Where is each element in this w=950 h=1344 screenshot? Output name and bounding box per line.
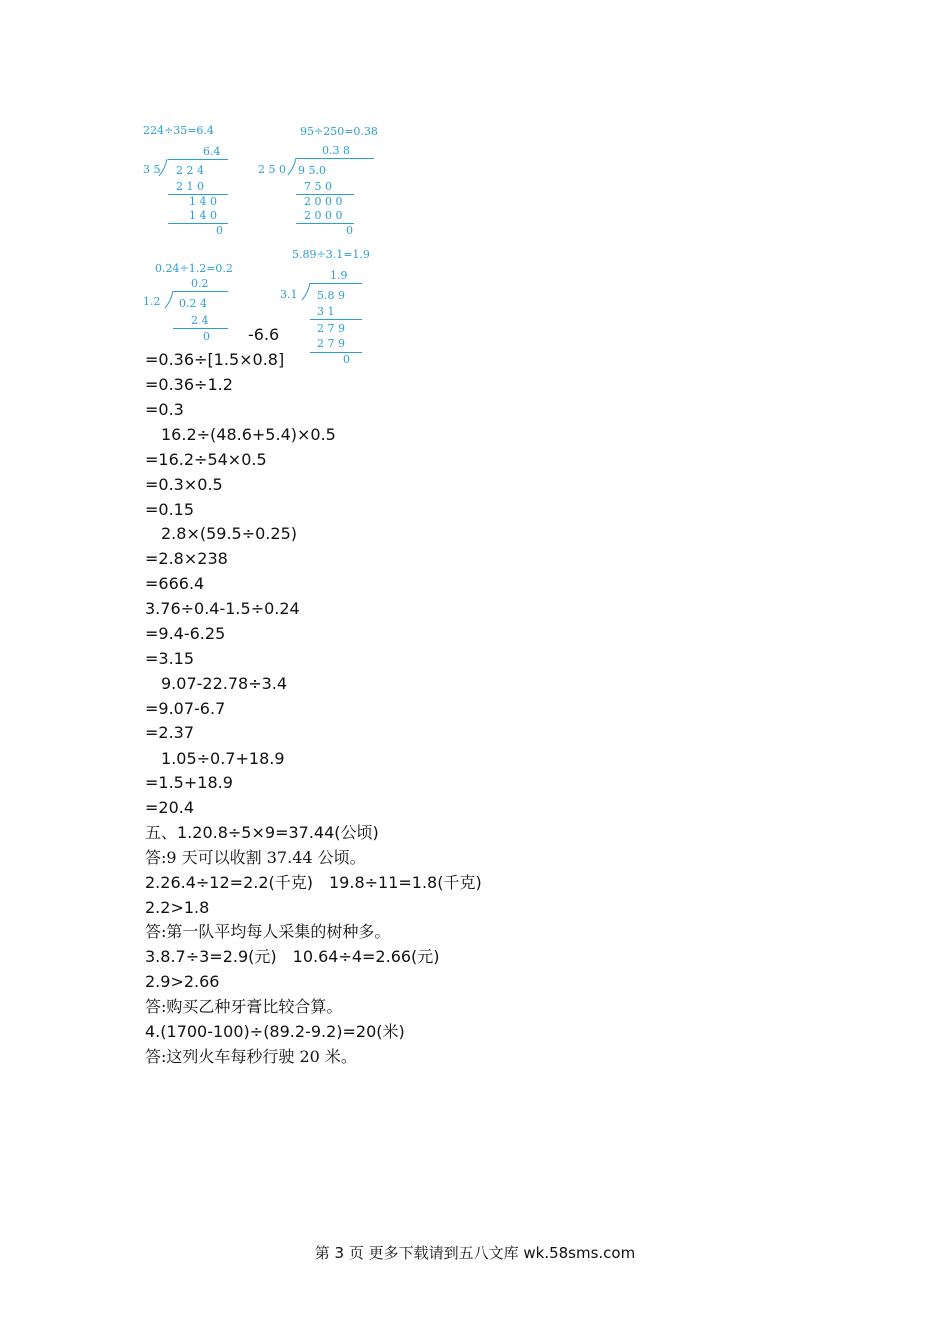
long-division-224-35	[143, 124, 243, 240]
calc-line: =0.36÷[1.5×0.8]	[145, 350, 285, 369]
ld-quotient: 0.3 8	[322, 144, 350, 157]
calc-line: =0.3	[145, 400, 184, 419]
calc-line: =0.15	[145, 500, 195, 519]
ld-equation: 95÷250=0.38	[300, 125, 378, 138]
ld-step-line	[310, 352, 362, 353]
problem-3: 3.8.7÷3=2.9(元) 10.64÷4=2.66(元)	[145, 947, 440, 966]
ld-dividend: 9 5.0	[298, 164, 326, 177]
calc-line: =1.5+18.9	[145, 773, 233, 792]
calc-line: =16.2÷54×0.5	[145, 450, 267, 469]
calc-line: =666.4	[145, 574, 205, 593]
ld-step: 2 4	[191, 314, 209, 327]
ld-quotient: 0.2	[191, 277, 209, 290]
calc-line: 2.8×(59.5÷0.25)	[161, 524, 297, 543]
ld-bar	[310, 283, 362, 284]
ld-step: 0	[346, 224, 353, 237]
ld-step: 0	[343, 353, 350, 366]
ld-step-line	[310, 319, 362, 320]
answer-4: 答:这列火车每秒行驶 20 米。	[145, 1047, 357, 1066]
answer-2: 答:第一队平均每人采集的树种多。	[145, 922, 391, 941]
ld-step: 0	[216, 224, 223, 237]
ld-step: 2 0 0 0	[304, 195, 343, 208]
ld-step: 3 1	[317, 305, 335, 318]
ld-step-line	[173, 328, 228, 329]
ld-step: 2 0 0 0	[304, 209, 343, 222]
ld-divisor: 1.2	[143, 295, 161, 308]
long-division-5.89-3.1	[280, 247, 390, 371]
calc-line: 1.05÷0.7+18.9	[161, 749, 285, 768]
ld-equation: 224÷35=6.4	[143, 124, 214, 137]
ld-bracket	[165, 291, 175, 309]
ld-bar	[168, 159, 228, 160]
problem-2: 2.26.4÷12=2.2(千克) 19.8÷11=1.8(千克)	[145, 873, 482, 892]
answer-1: 答:9 天可以收割 37.44 公顷。	[145, 848, 366, 867]
comparison-2: 2.2>1.8	[145, 898, 210, 917]
ld-quotient: 6.4	[203, 145, 221, 158]
calc-line: =3.15	[145, 649, 195, 668]
calc-line: =0.36÷1.2	[145, 375, 233, 394]
ld-step: 2 7 9	[317, 337, 345, 350]
ld-divisor: 2 5 0	[258, 163, 286, 176]
ld-bracket	[288, 158, 298, 176]
ld-dividend: 0.2 4	[179, 297, 207, 310]
calc-line: 9.07-22.78÷3.4	[161, 674, 288, 693]
ld-bracket	[159, 159, 169, 177]
calc-line: =9.4-6.25	[145, 624, 226, 643]
page-footer: 第 3 页 更多下载请到五八文库 wk.58sms.com	[314, 1244, 636, 1262]
calc-line: =2.8×238	[145, 549, 228, 568]
calc-line: -6.6	[248, 325, 280, 344]
ld-bar	[173, 291, 228, 292]
ld-bar	[296, 158, 374, 159]
comparison-3: 2.9>2.66	[145, 972, 220, 991]
ld-step: 2 7 9	[317, 322, 345, 335]
ld-dividend: 5.8 9	[317, 289, 345, 302]
calc-line: =9.07-6.7	[145, 699, 226, 718]
ld-step: 1 4 0	[189, 195, 217, 208]
ld-divisor: 3.1	[280, 288, 298, 301]
calc-line: =2.37	[145, 723, 195, 742]
ld-equation: 5.89÷3.1=1.9	[292, 248, 370, 261]
ld-equation: 0.24÷1.2=0.2	[155, 262, 233, 275]
ld-step: 2 1 0	[176, 180, 204, 193]
ld-step: 0	[203, 330, 210, 343]
ld-divisor: 3 5	[143, 163, 161, 176]
answer-3: 答:购买乙种牙膏比较合算。	[145, 997, 343, 1016]
problem-1: 五、1.20.8÷5×9=37.44(公顷)	[145, 823, 379, 842]
long-division-95-250	[258, 124, 393, 240]
calc-line: 16.2÷(48.6+5.4)×0.5	[161, 425, 336, 444]
ld-step: 1 4 0	[189, 209, 217, 222]
ld-step: 7 5 0	[304, 180, 332, 193]
calc-line: 3.76÷0.4-1.5÷0.24	[145, 599, 300, 618]
calc-line: =0.3×0.5	[145, 475, 223, 494]
problem-4: 4.(1700-100)÷(89.2-9.2)=20(米)	[145, 1022, 405, 1041]
ld-bracket	[302, 283, 312, 301]
calc-line: =20.4	[145, 798, 195, 817]
ld-quotient: 1.9	[330, 269, 348, 282]
ld-dividend: 2 2 4	[176, 164, 204, 177]
long-division-0.24-1.2	[143, 261, 253, 345]
